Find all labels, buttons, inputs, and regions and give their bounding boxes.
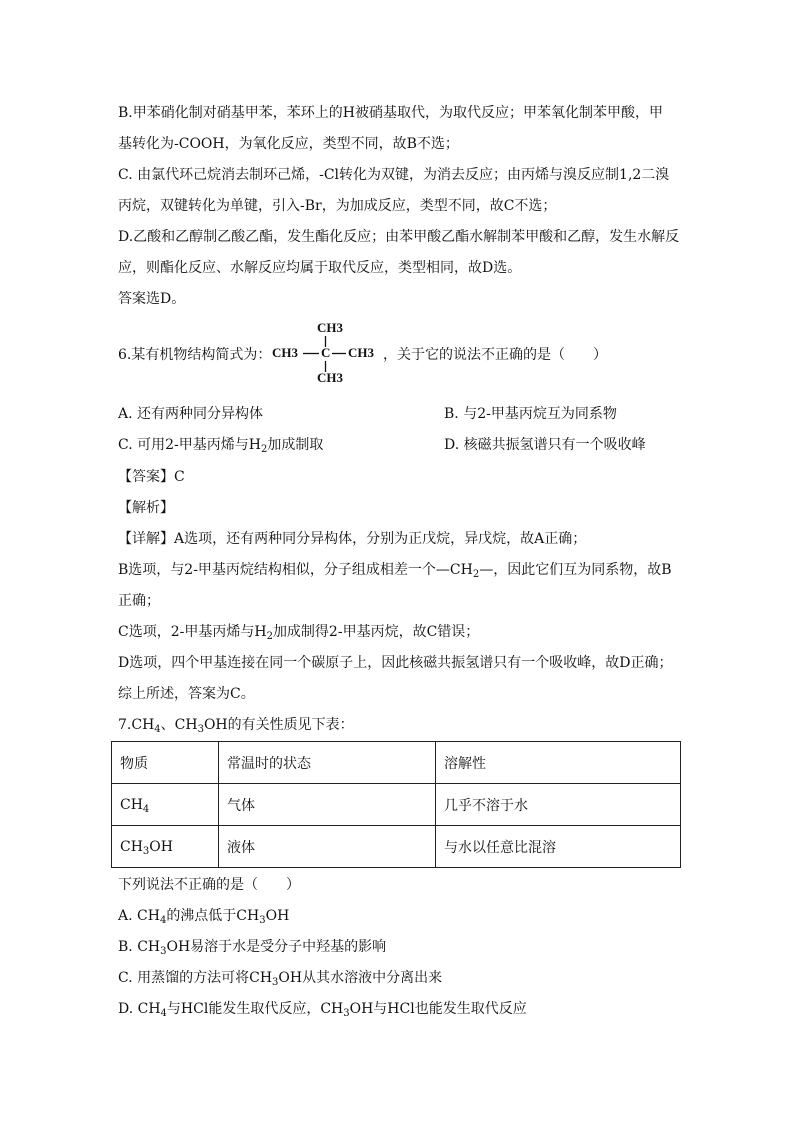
formula-top-group: CH3 [317, 320, 343, 335]
detail-line: 【详解】A选项，还有两种同分异构体，分别为正戊烷，异戊烷，故A正确； [118, 531, 587, 547]
q6-option-c: C. 可用2-甲基丙烯与$H_2$加成制取 [118, 437, 324, 455]
detail-line: B选项，与2-甲基丙烷结构相似，分子组成相差一个$—CH_2—$，因此它们互为同系物，故B [118, 562, 672, 580]
q7-option-c: C. 用蒸馏的方法可将$CH_3OH$从其水溶液中分离出来 [118, 970, 443, 988]
analysis-label: 【解析】 [118, 500, 174, 516]
structural-formula [272, 318, 382, 388]
table-cell: 几乎不溶于水 [436, 784, 681, 826]
detail-line: C选项，2-甲基丙烯与$H_2$加成制得2-甲基丙烷，故C错误； [118, 624, 480, 642]
text-line: C. 由氯代环己烷消去制环己烯，-Cl转化为双键，为消去反应；由丙烯与溴反应制1,2二溴 [118, 167, 670, 183]
formula-bottom-group: CH3 [317, 370, 343, 385]
question-6-stem-suffix: ，关于它的说法不正确的是（ ） [383, 347, 607, 363]
detail-line: 综上所述，答案为C。 [118, 686, 255, 702]
text-line: 应，则酯化反应、水解反应均属于取代反应，类型相同，故D选。 [118, 260, 522, 276]
text-line: 答案选D。 [118, 291, 186, 307]
q7-option-a: A. $CH_4$的沸点低于$CH_3OH$ [118, 908, 290, 926]
formula-center-atom: C [321, 345, 331, 360]
q6-option-b: B. 与2-甲基丙烷互为同系物 [444, 406, 617, 422]
table-cell: 气体 [219, 784, 436, 826]
text-line: D.乙酸和乙醇制乙酸乙酯，发生酯化反应；由苯甲酸乙酯水解制苯甲酸和乙醇，发生水解反 [118, 229, 680, 245]
properties-table [111, 741, 681, 868]
formula-right-group: CH3 [348, 345, 374, 360]
q6-option-a: A. 还有两种同分异构体 [118, 406, 264, 422]
table-header-cell: 常温时的状态 [219, 742, 436, 784]
q7-option-d: D. $CH_4$与HCl能发生取代反应，$CH_3OH$与HCl也能发生取代反应 [118, 1001, 527, 1019]
table-row [112, 826, 681, 868]
table-header-cell: 物质 [112, 742, 219, 784]
formula-bonds [272, 318, 382, 388]
question-6-stem-prefix: 6.某有机物结构简式为： [118, 347, 272, 363]
q7-option-b: B. $CH_3OH$易溶于水是受分子中羟基的影响 [118, 939, 387, 957]
table-cell: $CH_4$ [112, 784, 219, 826]
text-line: B.甲苯硝化制对硝基甲苯，苯环上的H被硝基取代，为取代反应；甲苯氧化制苯甲酸，甲 [118, 105, 663, 121]
table-cell: $CH_3OH$ [112, 826, 219, 868]
question-7-prompt: 下列说法不正确的是（ ） [118, 877, 300, 893]
table-row [112, 784, 681, 826]
question-7-stem: $7.CH_4$、$CH_3OH$的有关性质见下表： [118, 717, 354, 735]
table-header-cell: 溶解性 [436, 742, 681, 784]
table-cell: 液体 [219, 826, 436, 868]
answer-label: 【答案】C [118, 469, 185, 485]
text-line: 丙烷，双键转化为单键，引入-Br，为加成反应，类型不同，故C不选； [118, 198, 557, 214]
table-header-row [112, 742, 681, 784]
q6-option-d: D. 核磁共振氢谱只有一个吸收峰 [444, 437, 646, 453]
table-cell: 与水以任意比混溶 [436, 826, 681, 868]
formula-left-group: CH3 [272, 345, 298, 360]
text-line: 基转化为-COOH，为氧化反应，类型不同，故B不选； [118, 136, 459, 152]
detail-line: D选项，四个甲基连接在同一个碳原子上，因此核磁共振氢谱只有一个吸收峰，故D正确； [118, 655, 673, 671]
detail-line: 正确； [118, 593, 160, 609]
